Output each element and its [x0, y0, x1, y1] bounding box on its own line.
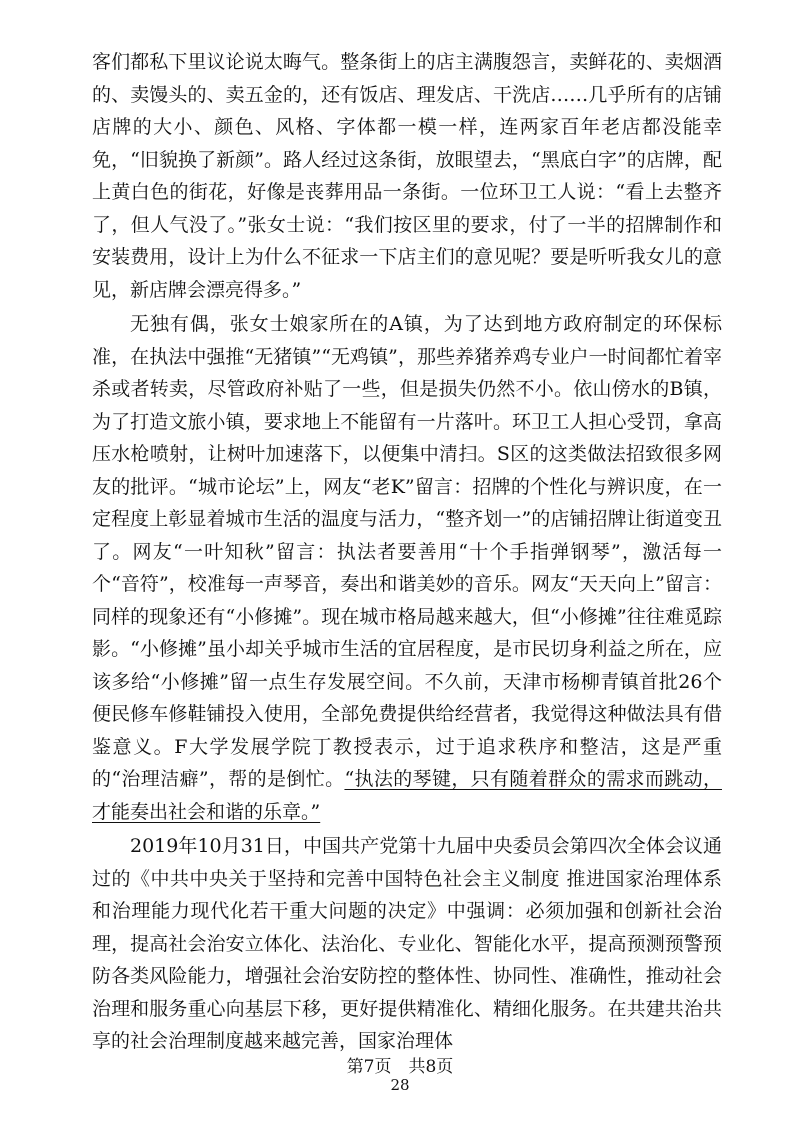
body-text — [92, 46, 722, 1060]
paragraph-2 — [92, 308, 722, 828]
page-indicator: 第7页 共8页 — [346, 1057, 454, 1077]
page-number: 28 — [390, 1076, 410, 1094]
paragraph-1 — [92, 46, 722, 306]
paragraph-1-text: 客们都私下里议论说太晦气。整条街上的店主满腹怨言，卖鲜花的、卖烟酒的、卖馒头的、卖五金的，还有饭店、理发店、干洗店……几乎所有的店铺店牌的大小、颜色、风格、字体都一模一样，连两家百年老店都没能幸免，“旧貌换了新颜”。路人经过这条街，放眼望去，“黑底白字”的店牌，配上黄白色的街花，好像是丧葬用品一条街。一位环卫工人说：“看上去整齐了，但人气没了。”张女士说：“我们按区里的要求，付了一半的招牌制作和安装费用，设计上为什么不征求一下店主们的意见呢？要是听听我女儿的意见，新店牌会漂亮得多。” — [92, 51, 722, 301]
paragraph-3-text: 2019年10月31日，中国共产党第十九届中央委员会第四次全体会议通过的《中共中央关于坚持和完善中国特色社会主义制度 推进国家治理体系和治理能力现代化若干重大问题的决定》中强调：必须加强和创新社会治理，提高社会治安立体化、法治化、专业化、智能化水平，提高预测预警预防各类风险能力，增强社会治安防控的整体性、协同性、准确性，推动社会治理和服务重心向基层下移，更好提供精准化、精细化服务。在共建共治共享的社会治理制度越来越完善，国家治理体 — [92, 835, 722, 1052]
underlined-quote: “执法的琴键，只有随着群众的需求而跳动，才能奏出社会和谐的乐章。” — [92, 768, 722, 823]
paragraph-2-text: 无独有偶，张女士娘家所在的A镇，为了达到地方政府制定的环保标准，在执法中强推“无猪镇”“无鸡镇”，那些养猪养鸡专业户一时间都忙着宰杀或者转卖，尽管政府补贴了一些，但是损失仍然不小。依山傍水的B镇，为了打造文旅小镇，要求地上不能留有一片落叶。环卫工人担心受罚，拿高压水枪喷射，让树叶加速落下，以便集中清扫。S区的这类做法招致很多网友的批评。“城市论坛”上，网友“老K”留言：招牌的个性化与辨识度，在一定程度上彰显着城市生活的温度与活力，“整齐划一”的店铺招牌让街道变丑了。网友“一叶知秋”留言：执法者要善用“十个手指弹钢琴”，激活每一个“音符”，校准每一声琴音，奏出和谐美妙的音乐。网友“天天向上”留言：同样的现象还有“小修摊”。现在城市格局越来越大，但“小修摊”往往难觅踪影。“小修摊”虽小却关乎城市生活的宜居程度，是市民切身利益之所在，应该多给“小修摊”留一点生存发展空间。不久前，天津市杨柳青镇首批26个便民修车修鞋铺投入使用，全部免费提供给经营者，我觉得这种做法具有借鉴意义。F大学发展学院丁教授表示，过于追求秩序和整洁，这是严重的“治理洁癖”，帮的是倒忙。 — [92, 313, 722, 790]
paragraph-3 — [92, 830, 722, 1058]
